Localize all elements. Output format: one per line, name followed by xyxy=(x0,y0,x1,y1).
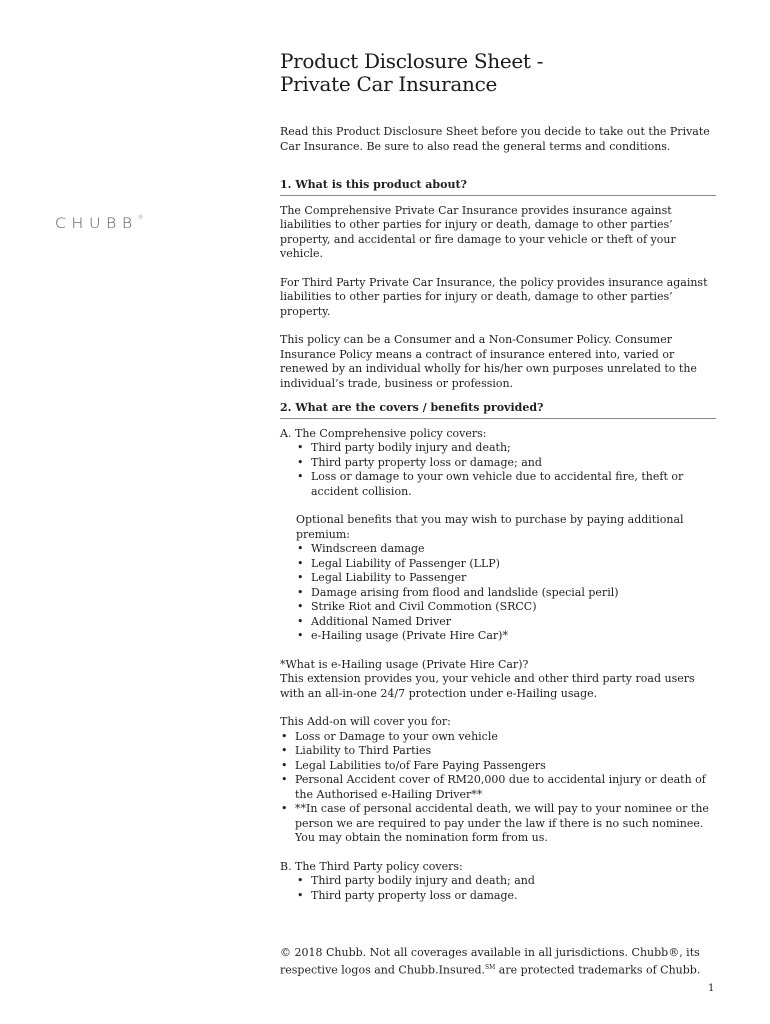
list-item: • Third party property loss or damage. xyxy=(296,889,716,904)
comprehensive-cover-title xyxy=(280,427,716,442)
list-item: • Liability to Third Parties xyxy=(280,744,716,759)
list-item: • Strike Riot and Civil Commotion (SRCC) xyxy=(296,600,716,615)
list-item: • Third party property loss or damage; and xyxy=(296,456,716,471)
ehailing-description: This extension provides you, your vehicle and other third party road users with an all-in-one 24/7 protection under e-Hailing usage. xyxy=(280,672,695,700)
ehailing-question: *What is e-Hailing usage (Private Hire Car)? xyxy=(280,657,529,671)
list-item: • Loss or damage to your own vehicle due to accidental fire, theft or accident collision. xyxy=(296,470,716,499)
footer-line-1: © 2018 Chubb. Not all coverages available in all jurisdictions. Chubb®, its xyxy=(280,946,700,959)
footer-line-2-end: are protected trademarks of Chubb. xyxy=(495,963,701,977)
list-item: • Loss or Damage to your own vehicle xyxy=(280,730,716,745)
intro-paragraph: Read this Product Disclosure Sheet before you decide to take out the Private Car Insurance. Be sure to also read the general terms and conditions. xyxy=(280,125,710,153)
footer-line-2-start: respective logos and Chubb.Insured. xyxy=(280,963,486,977)
list-item: • Windscreen damage xyxy=(296,542,716,557)
list-item: • **In case of personal accidental death, we will pay to your nominee or the person we are required to pay under the law if there is no such nominee. You may obtain the nomination form from us. xyxy=(280,802,716,846)
list-item: • Personal Accident cover of RM20,000 due to accidental injury or death of the Authorised e-Hailing Driver** xyxy=(280,773,716,802)
logo-registered-mark: ® xyxy=(137,215,144,221)
list-item: • Additional Named Driver xyxy=(296,615,716,630)
service-mark: SM xyxy=(485,964,496,971)
section-2-heading: 2. What are the covers / benefits provided? xyxy=(280,401,716,419)
addon-title: This Add-on will cover you for: xyxy=(280,715,451,728)
comprehensive-cover-list xyxy=(280,441,716,499)
list-item: • Legal Liability to Passenger xyxy=(296,571,716,586)
list-item: • Legal Liability of Passenger (LLP) xyxy=(296,557,716,572)
page-number: 1 xyxy=(708,983,715,994)
copyright-footer xyxy=(280,945,716,978)
title-line-1: Product Disclosure Sheet - xyxy=(280,49,544,73)
addon-cover-list xyxy=(280,730,716,846)
list-item: • Third party bodily injury and death; xyxy=(296,441,716,456)
third-party-cover-block xyxy=(280,860,716,904)
list-item: • Damage arising from flood and landslide (special peril) xyxy=(296,586,716,601)
item-label-b: B. xyxy=(280,859,292,873)
section-1-paragraph-1: The Comprehensive Private Car Insurance provides insurance against liabilities to other parties for injury or death, damage to other parties’ property, and accidental or fire damage to your vehicle or theft of your vehicle. xyxy=(280,203,676,260)
logo-text: CHUBB xyxy=(55,216,138,232)
item-title-a: The Comprehensive policy covers: xyxy=(295,426,487,440)
section-1-paragraph-2: For Third Party Private Car Insurance, the policy provides insurance against liabilities to other parties for injury or death, damage to other parties’ property. xyxy=(280,275,708,318)
section-1-heading: 1. What is this product about? xyxy=(280,178,716,196)
page-title xyxy=(280,50,716,96)
section-1-paragraph-3: This policy can be a Consumer and a Non-Consumer Policy. Consumer Insurance Policy means a contract of insurance entered into, varied or renewed by an individual wholly for his/her own purposes unrelated to the individual’s trade, business or profession. xyxy=(280,333,697,390)
item-title-b: The Third Party policy covers: xyxy=(295,859,463,873)
third-party-cover-list xyxy=(280,874,716,903)
list-item: • Third party bodily injury and death; and xyxy=(296,874,716,889)
list-item: • Legal Labilities to/of Fare Paying Passengers xyxy=(280,759,716,774)
footer-line-2 xyxy=(280,960,716,978)
chubb-logo xyxy=(55,216,143,232)
item-label-a: A. xyxy=(280,426,292,440)
third-party-cover-title xyxy=(280,860,716,875)
title-line-2: Private Car Insurance xyxy=(280,72,498,96)
optional-benefits-list xyxy=(280,542,716,644)
list-item: • e-Hailing usage (Private Hire Car)* xyxy=(296,629,716,644)
document-body xyxy=(280,50,716,903)
comprehensive-cover-block xyxy=(280,427,716,644)
optional-benefits-title: Optional benefits that you may wish to purchase by paying additional premium: xyxy=(296,513,684,541)
